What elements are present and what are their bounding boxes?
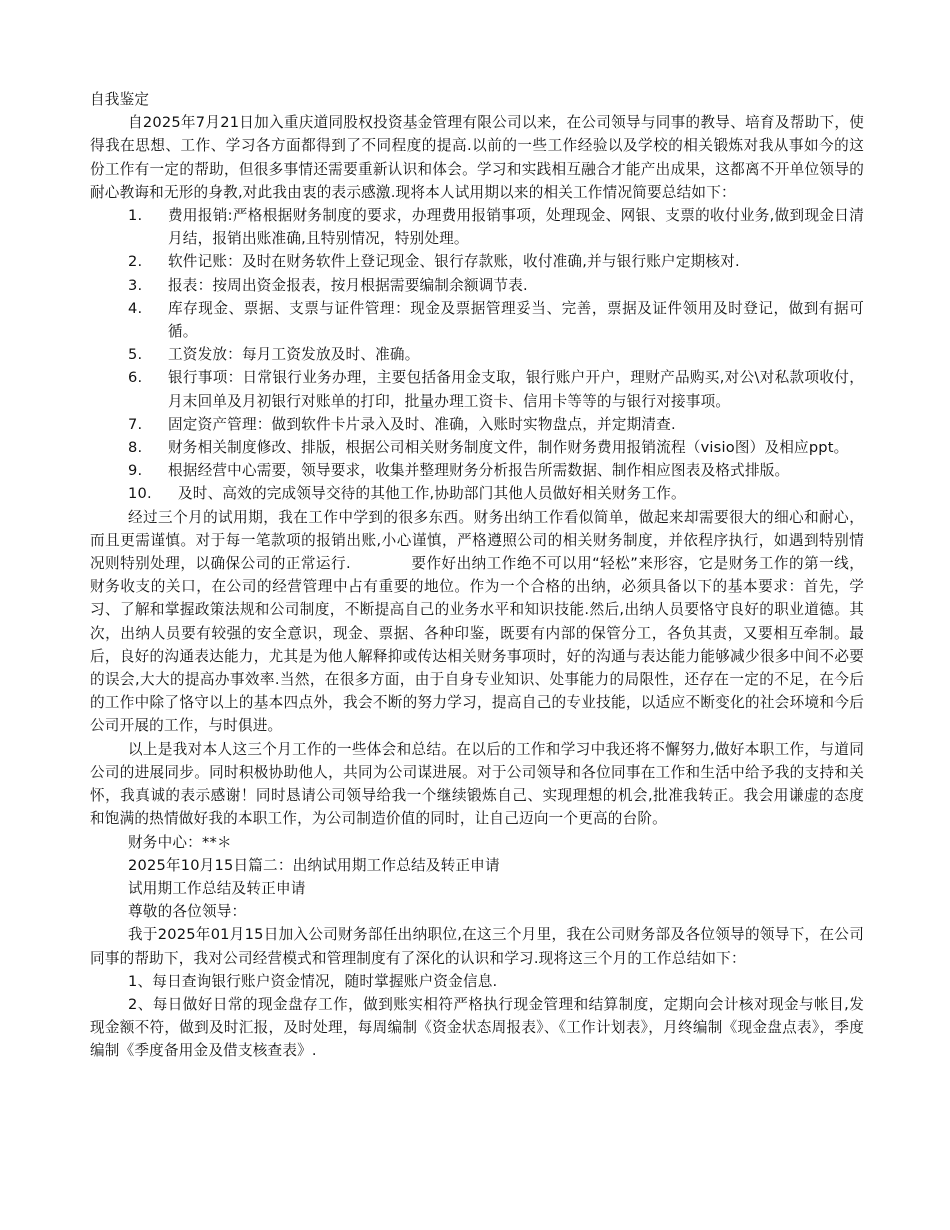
- list-item: [90, 250, 864, 273]
- work-point-2: 2、每日做好日常的现金盘存工作，做到账实相符严格执行现金管理和结算制度，定期向会计核对现金与帐目,发现金额不符，做到及时汇报，及时处理，每周编制《资金状态周报表》、《工作计划表》，月终编制《现金盘点表》，季度编制《季度备用金及借支核查表》.: [90, 995, 864, 1060]
- date-and-part-two-heading: 2025年10月15日篇二：出纳试用期工作总结及转正申请: [128, 856, 500, 874]
- list-item-number: 8.: [128, 439, 143, 457]
- list-item-number: 5.: [128, 346, 143, 364]
- list-item-text: 财务相关制度修改、排版，根据公司相关财务制度文件，制作财务费用报销流程（visio图）及相应ppt。: [168, 439, 849, 457]
- list-item: [90, 413, 864, 436]
- list-item-number: 6.: [128, 369, 143, 387]
- list-item-text: 根据经营中心需要，领导要求，收集并整理财务分析报告所需数据、制作相应图表及格式排版。: [168, 462, 790, 480]
- list-item: [90, 343, 864, 366]
- list-item-text: 报表：按周出资金报表，按月根据需要编制余额调节表.: [168, 276, 528, 294]
- part-two-subtitle: 试用期工作总结及转正申请: [128, 879, 306, 897]
- signature-department: 财务中心：**＊: [128, 833, 232, 851]
- intro-paragraph: 自2025年7月21日加入重庆道同股权投资基金管理有限公司以来，在公司领导与同事的教导、培育及帮助下，使得我在思想、工作、学习各方面都得到了不同程度的提高.以前的一些工作经验以及学校的相关锻炼对我从事如今的这份工作有一定的帮助，但很多事情还需要重新认识和体会。学习和实践相互融合才能产出成果，这都离不开单位领导的耐心教诲和无形的身教,对此我由衷的表示感激.现将本人试用期以来的相关工作情况简要总结如下：: [90, 114, 864, 201]
- list-item-number: 4.: [128, 299, 143, 317]
- list-item: [90, 204, 864, 250]
- work-items-list: [90, 204, 864, 506]
- list-item-text: 库存现金、票据、支票与证件管理：现金及票据管理妥当、完善，票据及证件领用及时登记，做到有据可循。: [168, 299, 864, 341]
- list-item: [90, 436, 864, 459]
- list-item-text: 工资发放：每月工资发放及时、准确。: [168, 346, 420, 364]
- list-item-number: 1.: [128, 207, 143, 225]
- list-item-text: 及时、高效的完成领导交待的其他工作,协助部门其他人员做好相关财务工作。: [178, 485, 686, 503]
- list-item-number: 9.: [128, 462, 143, 480]
- work-point-1: 1、每日查询银行账户资金情况，随时掌握账户资金信息.: [128, 972, 498, 990]
- list-item-text: 银行事项：日常银行业务办理，主要包括备用金支取，银行账户开户，理财产品购买,对公\对私款项收付，月末回单及月初银行对账单的打印，批量办理工资卡、信用卡等等的与银行对接事项。: [168, 369, 864, 410]
- document-title: 自我鉴定: [90, 91, 150, 108]
- list-item-number: 7.: [128, 415, 143, 433]
- list-item: [90, 274, 864, 297]
- list-item: [90, 459, 864, 482]
- list-item-number: 3.: [128, 276, 143, 294]
- list-item-text: 软件记账：及时在财务软件上登记现金、银行存款账，收付准确,并与银行账户定期核对.: [168, 253, 740, 271]
- list-item: [90, 482, 864, 505]
- closing-paragraph: 以上是我对本人这三个月工作的一些体会和总结。在以后的工作和学习中我还将不懈努力,做好本职工作，与道同公司的进展同步。同时积极协助他人，共同为公司谋进展。对于公司领导和各位同事在工作和生活中给予我的支持和关怀，我真诚的表示感谢！同时恳请公司领导给我一个继续锻炼自己、实现理想的机会,批准我转正。我会用谦虚的态度和饱满的热情做好我的本职工作，为公司制造价值的同时，让自己迈向一个更高的台阶。: [90, 740, 864, 828]
- part-two-intro-paragraph: 我于2025年01月15日加入公司财务部任出纳职位,在这三个月里，我在公司财务部及各位领导的领导下，在公司同事的帮助下，我对公司经营模式和管理制度有了深化的认识和学习.现将这三个月的工作总结如下：: [90, 926, 864, 967]
- summary-paragraph: 经过三个月的试用期，我在工作中学到的很多东西。财务出纳工作看似简单，做起来却需要很大的细心和耐心，而且更需谨慎。对于每一笔款项的报销出账,小心谨慎，严格遵照公司的相关财务制度，并依程序执行，如遇到特别情况则特别处理，以确保公司的正常运行. 要作好出纳工作绝不可以用“轻松”来形容，它是财务工作的第一线，财务收支的关口，在公司的经营管理中占有重要的地位。作为一个合格的出纳，必须具备以下的基本要求：首先，学习、了解和掌握政策法规和公司制度，不断提高自己的业务水平和知识技能.然后,出纳人员要恪守良好的职业道德。其次，出纳人员要有较强的安全意识，现金、票据、各种印鉴，既要有内部的保管分工，各负其责，又要相互牵制。最后，良好的沟通表达能力，尤其是为他人解释抑或传达相关财务事项时，好的沟通与表达能力能够减少很多中间不必要的误会,大大的提高办事效率.当然，在很多方面，由于自身专业知识、处事能力的局限性，还存在一定的不足，在今后的工作中除了恪守以上的基本四点外，我会不断的努力学习，提高自己的专业技能，以适应不断变化的社会环境和今后公司开展的工作，与时俱进。: [90, 508, 864, 735]
- list-item: [90, 366, 864, 412]
- list-item: [90, 297, 864, 343]
- list-item-number: 10.: [128, 485, 152, 503]
- list-item-text: 费用报销:严格根据财务制度的要求，办理费用报销事项，处理现金、网银、支票的收付业务,做到现金日清月结，报销出账准确,且特别情况，特别处理。: [168, 207, 864, 248]
- list-item-number: 2.: [128, 253, 143, 271]
- list-item-text: 固定资产管理：做到软件卡片录入及时、准确，入账时实物盘点，并定期清查.: [168, 415, 676, 433]
- salutation: 尊敬的各位领导：: [128, 903, 247, 921]
